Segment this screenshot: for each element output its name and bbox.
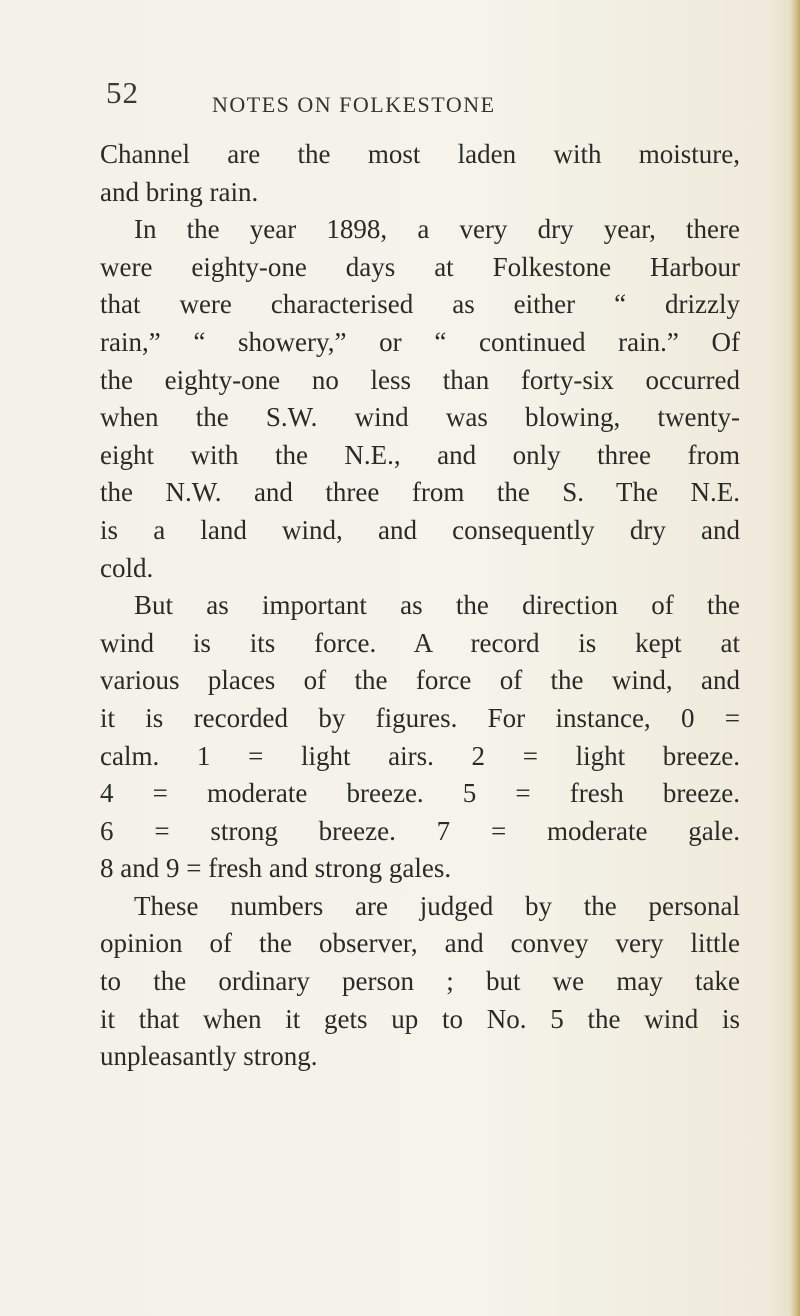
text-line: These numbers are judged by the personal: [134, 890, 740, 921]
text-line: eight with the N.E., and only three from: [100, 439, 740, 470]
text-line: wind is its force. A record is kept at: [100, 627, 740, 658]
text-line: the N.W. and three from the S. The N.E.: [100, 477, 740, 508]
text-line: unpleasantly strong.: [100, 1041, 318, 1072]
text-line: that were characterised as either “ drizzly: [100, 289, 740, 320]
body-text: [100, 136, 740, 1076]
paragraph-2: [100, 211, 740, 587]
text-line: cold.: [100, 552, 154, 583]
text-line: it is recorded by figures. For instance, 0 =: [100, 702, 740, 733]
text-line: and bring rain.: [100, 176, 259, 207]
text-line: to the ordinary person ; but we may take: [100, 966, 740, 997]
text-line: were eighty-one days at Folkestone Harbour: [100, 251, 740, 282]
text-line: In the year 1898, a very dry year, there: [134, 214, 740, 245]
page-number: 52: [106, 75, 139, 110]
running-head: NOTES ON FOLKESTONE: [212, 92, 496, 117]
text-line: But as important as the direction of the: [134, 590, 740, 621]
paragraph-4: [100, 888, 740, 1076]
text-line: various places of the force of the wind, and: [100, 665, 740, 696]
text-line: rain,” “ showery,” or “ continued rain.” Of: [100, 326, 740, 357]
page-edge-shadow: [790, 0, 800, 1316]
text-line: it that when it gets up to No. 5 the wind is: [100, 1003, 740, 1034]
text-line: 8 and 9 = fresh and strong gales.: [100, 853, 452, 884]
text-line: opinion of the observer, and convey very little: [100, 928, 740, 959]
paragraph-3: [100, 587, 740, 888]
text-line: 4 = moderate breeze. 5 = fresh breeze.: [100, 778, 740, 809]
paragraph-1: [100, 136, 740, 211]
text-line: is a land wind, and consequently dry and: [100, 514, 740, 545]
text-line: calm. 1 = light airs. 2 = light breeze.: [100, 740, 740, 771]
text-line: 6 = strong breeze. 7 = moderate gale.: [100, 815, 740, 846]
text-line: the eighty-one no less than forty-six occurred: [100, 364, 740, 395]
text-line: Channel are the most laden with moisture,: [100, 139, 740, 169]
text-line: when the S.W. wind was blowing, twenty-: [100, 402, 740, 433]
